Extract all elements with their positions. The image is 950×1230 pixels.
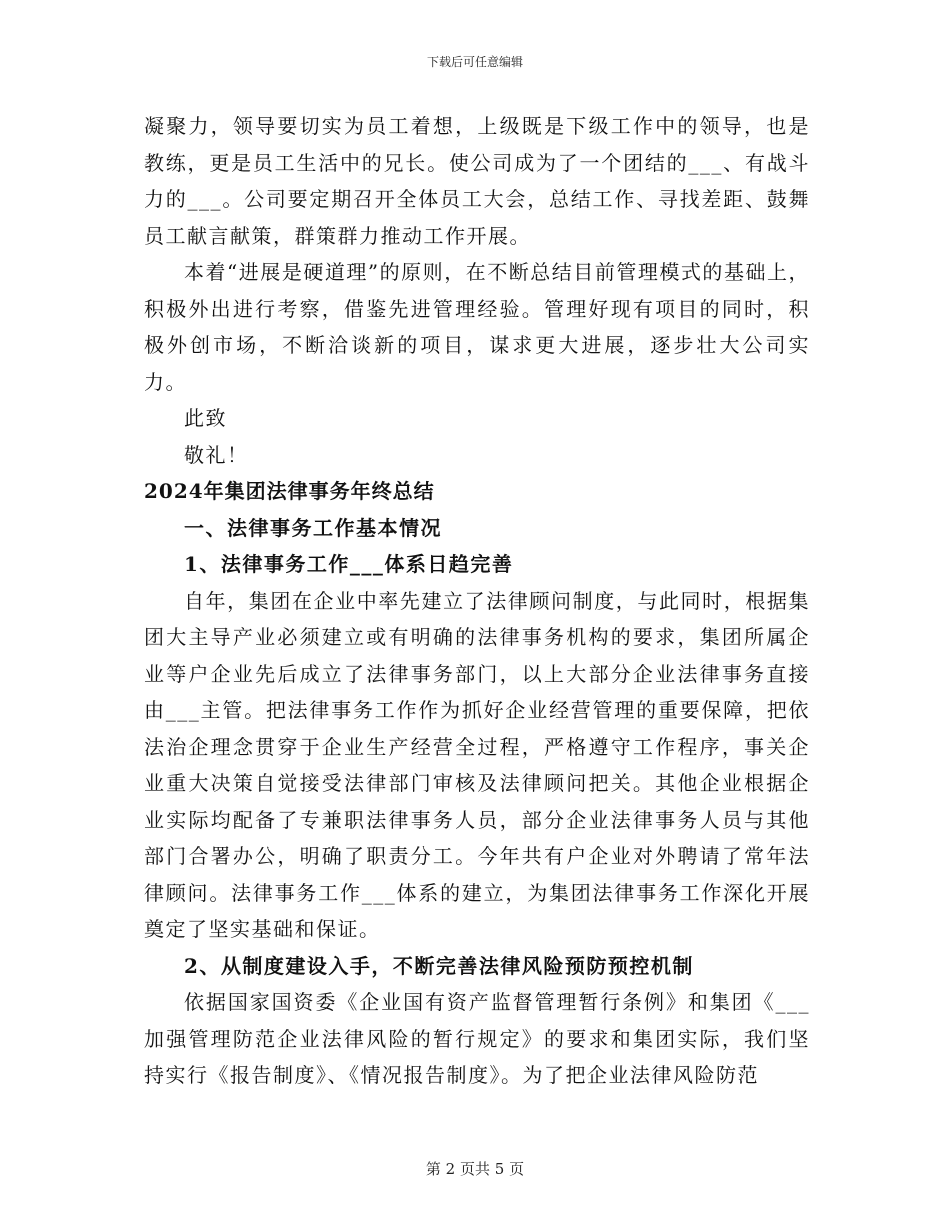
section-heading: 一、法律事务工作基本情况 [184, 515, 442, 540]
body-paragraph: 自年，集团在企业中率先建立了法律顾问制度，与此同时，根据集团大主导产业必须建立或有明确的法律事务机构的要求，集团所属企业等户企业先后成立了法律事务部门，以上大部分企业法律事务直接由___主管。把法律事务工作作为抓好企业经营管理的重要保障，把依法治企理念贯穿于企业生产经营全过程，严格遵守工作程序，事关企业重大决策自觉接受法律部门审核及法律顾问把关。其他企业根据企业实际均配备了专兼职法律事务人员，部分企业法律事务人员与其他部门合署办公，明确了职责分工。今年共有户企业对外聘请了常年法律顾问。法律事务工作___体系的建立，为集团法律事务工作深化开展奠定了坚实基础和保证。 [144, 588, 810, 941]
subsection-heading: 1、法律事务工作___体系日趋完善 [184, 552, 514, 576]
closing-line: 敬礼！ [184, 442, 249, 467]
body-paragraph: 依据国家国资委《企业国有资产监督管理暂行条例》和集团《___加强管理防范企业法律风险的暂行规定》的要求和集团实际，我们坚持实行《报告制度》、《情况报告制度》。为了把企业法律风险防范 [144, 990, 810, 1087]
body-paragraph: 凝聚力，领导要切实为员工着想，上级既是下级工作中的领导，也是教练，更是员工生活中的兄长。使公司成为了一个团结的___、有战斗力的___。公司要定期召开全体员工大会，总结工作、寻找差距、鼓舞员工献言献策，群策群力推动工作开展。 [144, 114, 810, 248]
page-footer: 第 2 页共 5 页 [425, 1160, 525, 1178]
page-header: 下载后可任意编辑 [426, 55, 523, 69]
document-body [144, 108, 810, 1094]
subsection-heading: 2、从制度建设入手，不断完善法律风险预防预控机制 [184, 953, 694, 978]
body-paragraph: 本着“进展是硬道理”的原则，在不断总结目前管理模式的基础上，积极外出进行考察，借鉴先进管理经验。管理好现有项目的同时，积极外创市场，不断洽谈新的项目，谋求更大进展，逐步壮大公司实力。 [144, 260, 810, 394]
closing-line: 此致 [184, 406, 227, 430]
document-title: 2024年集团法律事务年终总结 [144, 479, 435, 503]
